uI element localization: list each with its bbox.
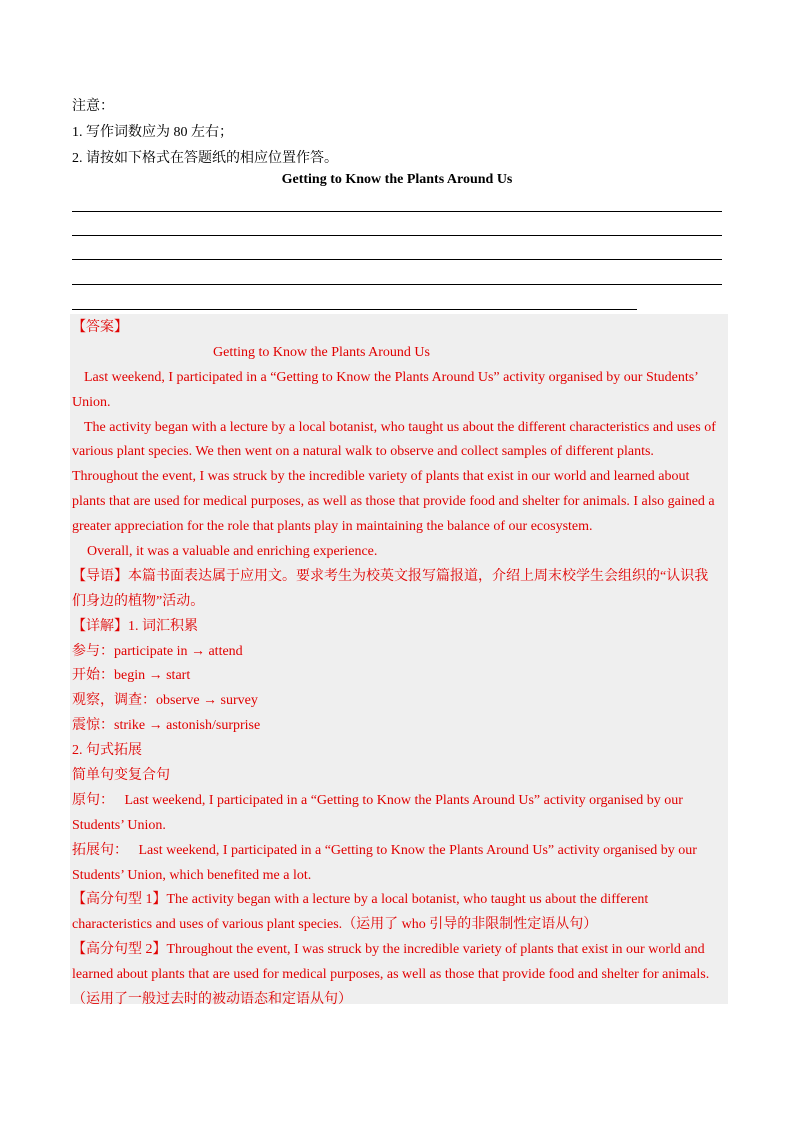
original-text-b: Students’ Union. — [72, 817, 166, 833]
detail-subheading: 简单句变复合句 — [72, 768, 170, 784]
vocab-cn: 开始： — [72, 668, 114, 684]
extended-text-b: Students’ Union, which benefited me a lot. — [72, 867, 312, 883]
answer-line-1 — [72, 211, 722, 212]
answer-p3: Overall, it was a valuable and enriching experience. — [87, 544, 378, 560]
s2-text-a: Throughout the event, I was struck by the incredible variety of plants that exist in our world and — [166, 942, 705, 958]
guide-line-2: 们身边的植物”活动。 — [72, 593, 205, 609]
extended-label: 拓展句： — [72, 842, 128, 858]
answer-p2b: various plant species. We then went on a natural walk to observe and collect samples of different plants. — [72, 444, 654, 460]
original-sentence — [72, 789, 724, 814]
sentence-pattern-1 — [72, 888, 724, 913]
answer-p1b: Union. — [72, 394, 111, 410]
guide-line-1 — [72, 565, 724, 590]
vocab-item — [72, 664, 724, 689]
answer-p1a: Last weekend, I participated in a “Getting to Know the Plants Around Us” activity organised by our Students’ — [84, 369, 699, 385]
answer-panel — [70, 314, 728, 1008]
answer-p2a: The activity began with a lecture by a local botanist, who taught us about the different characteristics and uses of — [84, 419, 716, 435]
answer-p2c: Throughout the event, I was struck by the incredible variety of plants that exist in our world and learned about — [72, 469, 690, 485]
notice-item-2: 2. 请按如下格式在答题纸的相应位置作答。 — [72, 151, 338, 166]
original-label: 原句： — [72, 792, 114, 808]
s2-note: （运用了一般过去时的被动语态和定语从句） — [72, 992, 352, 1008]
answer-line-4 — [72, 284, 722, 285]
vocab-en: observe → survey — [156, 693, 258, 709]
guide-tag: 【导语】 — [72, 568, 128, 584]
s1-text-a: The activity began with a lecture by a local botanist, who taught us about the different — [166, 892, 649, 908]
answer-title: Getting to Know the Plants Around Us — [213, 344, 430, 360]
vocab-en: strike → astonish/surprise — [114, 718, 261, 734]
answer-line-5 — [72, 309, 637, 310]
answer-line-2 — [72, 235, 722, 236]
vocab-cn: 震惊： — [72, 718, 114, 734]
answer-p2e: greater appreciation for the role that plants play in maintaining the balance of our ecosystem. — [72, 519, 593, 535]
vocab-en: participate in → attend — [114, 643, 243, 659]
guide-text-1: 本篇书面表达属于应用文。要求考生为校英文报写篇报道，介绍上周末校学生会组织的“认识我 — [128, 568, 709, 584]
sentence-pattern-2 — [72, 938, 724, 963]
detail-heading-1-text: 1. 词汇积累 — [128, 618, 198, 634]
vocab-cn: 参与： — [72, 643, 114, 659]
vocab-item — [72, 689, 724, 714]
vocab-item — [72, 714, 724, 739]
vocab-item — [72, 640, 724, 665]
extended-sentence — [72, 839, 724, 864]
extended-text-a: Last weekend, I participated in a “Getting to Know the Plants Around Us” activity organised by our — [138, 842, 697, 858]
s1-text-b: characteristics and uses of various plant species. — [72, 917, 343, 933]
detail-heading-2: 2. 句式拓展 — [72, 743, 142, 759]
vocab-cn: 观察，调查： — [72, 693, 156, 709]
essay-title: Getting to Know the Plants Around Us — [281, 172, 513, 187]
notice-block — [72, 94, 338, 172]
s2-text-b: learned about plants that are used for medical purposes, as well as those that provide food and shelter for animals. — [72, 967, 710, 983]
vocab-en: begin → start — [114, 668, 191, 684]
answer-tag: 【答案】 — [72, 320, 128, 335]
original-text-a: Last weekend, I participated in a “Getting to Know the Plants Around Us” activity organised by our — [124, 792, 683, 808]
detail-tag: 【详解】 — [72, 618, 128, 634]
detail-heading-1 — [72, 615, 724, 640]
s1-tag: 【高分句型 1】 — [72, 892, 167, 908]
answer-p2d: plants that are used for medical purposes, as well as those that provide food and shelter for animals. I also gained a — [72, 494, 715, 510]
sentence-pattern-1-cont — [72, 913, 724, 938]
s2-tag: 【高分句型 2】 — [72, 942, 167, 958]
s1-note: （运用了 who 引导的非限制性定语从句） — [342, 917, 598, 933]
notice-item-1: 1. 写作词数应为 80 左右； — [72, 125, 233, 140]
notice-head: 注意： — [72, 99, 114, 114]
answer-line-3 — [72, 259, 722, 260]
